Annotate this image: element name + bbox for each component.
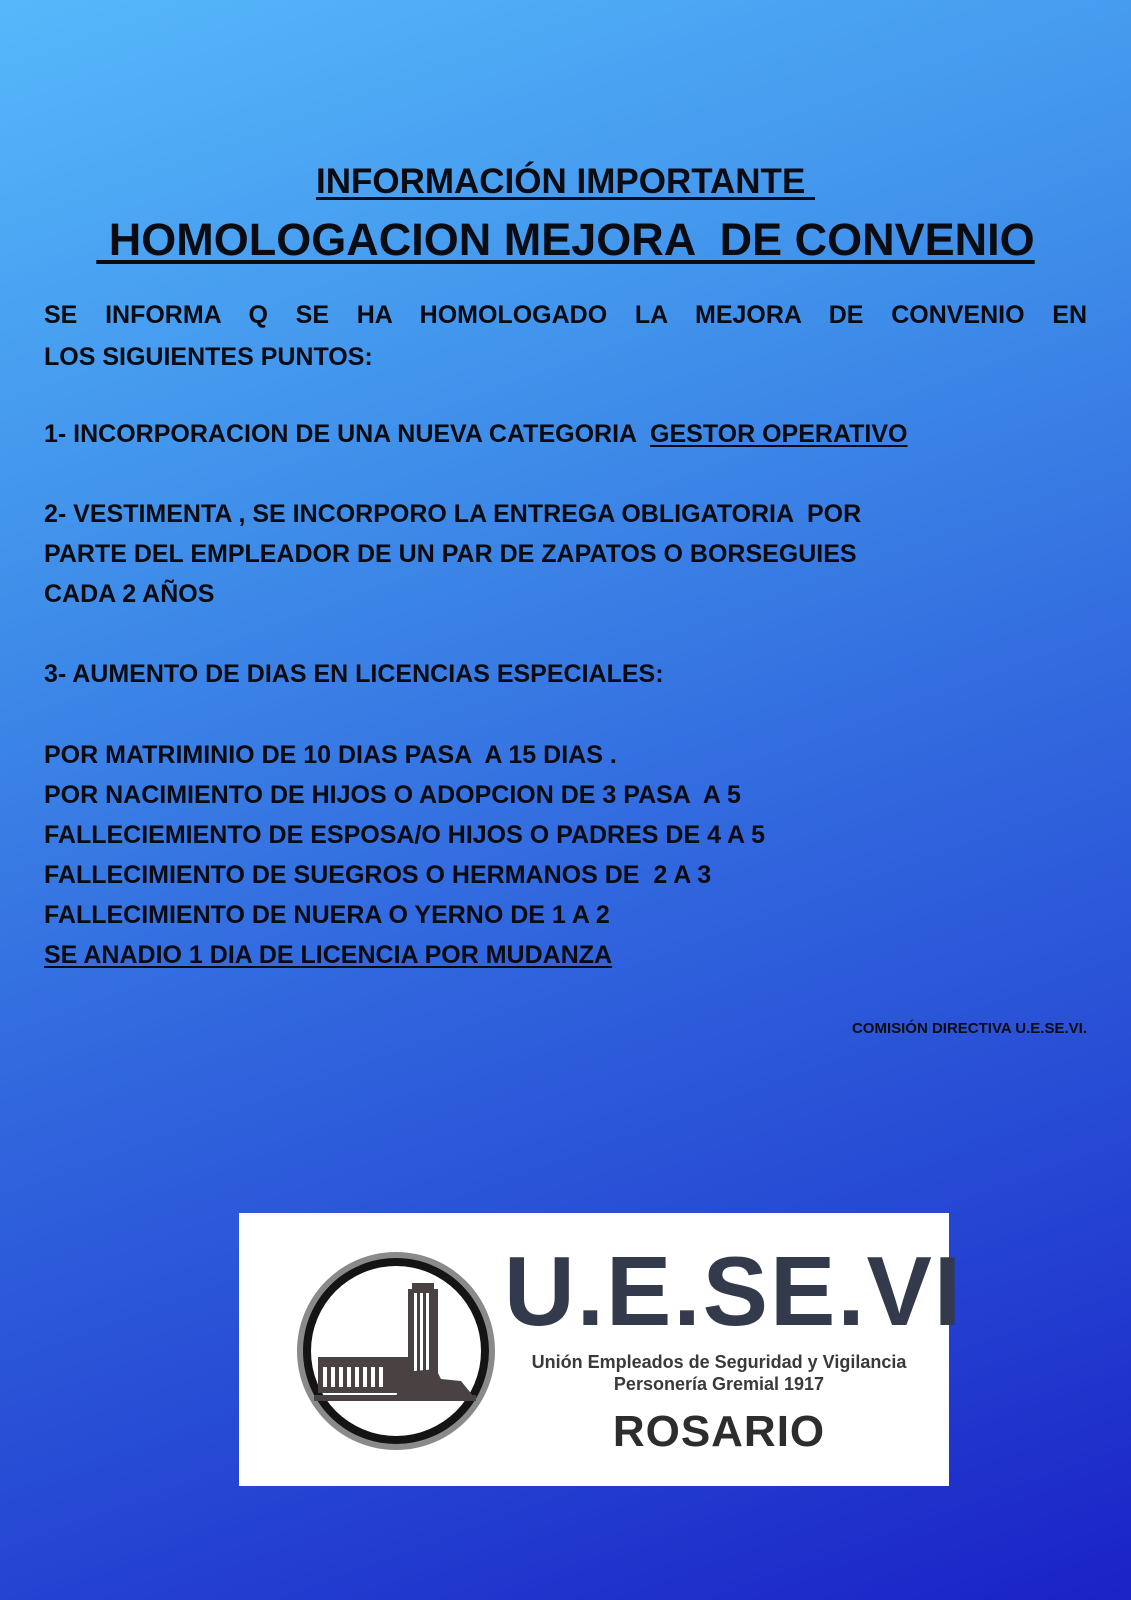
intro-line-1: SE INFORMA Q SE HA HOMOLOGADO LA MEJORA DE CONVENIO EN: [44, 301, 1087, 329]
notice-title: INFORMACIÓN IMPORTANTE: [315, 162, 816, 201]
notice-subtitle: HOMOLOGACION MEJORA DE CONVENIO: [96, 214, 1035, 265]
license-item: FALLECIMIENTO DE SUEGROS O HERMANOS DE 2 A 3: [44, 861, 712, 889]
point-1-text: 1- INCORPORACION DE UNA NUEVA CATEGORIA: [44, 420, 651, 448]
point-3-heading: 3- AUMENTO DE DIAS EN LICENCIAS ESPECIALES:: [44, 660, 664, 688]
signature: COMISIÓN DIRECTIVA U.E.SE.VI.: [851, 1020, 1087, 1037]
point-2-line-3: CADA 2 AÑOS: [44, 580, 215, 608]
logo-full-name: Unión Empleados de Seguridad y Vigilancia: [531, 1352, 907, 1372]
license-item: POR MATRIMINIO DE 10 DIAS PASA A 15 DIAS .: [44, 741, 617, 769]
license-item: POR NACIMIENTO DE HIJOS O ADOPCION DE 3 PASA A 5: [44, 781, 741, 809]
license-item: FALLECIMIENTO DE NUERA O YERNO DE 1 A 2: [44, 901, 610, 929]
logo-city: ROSARIO: [612, 1407, 826, 1456]
union-logo: [239, 1213, 964, 1486]
license-item: FALLECIEMIENTO DE ESPOSA/O HIJOS O PADRES DE 4 A 5: [44, 821, 765, 849]
intro-line-2: LOS SIGUIENTES PUNTOS:: [44, 343, 373, 371]
point-2-line-1: 2- VESTIMENTA , SE INCORPORO LA ENTREGA OBLIGATORIA POR: [44, 500, 862, 528]
point-1-highlight: GESTOR OPERATIVO: [650, 420, 908, 448]
point-2-line-2: PARTE DEL EMPLEADOR DE UN PAR DE ZAPATOS O BORSEGUIES: [44, 540, 857, 568]
monument-emblem-icon: [296, 1251, 496, 1451]
point-1: [44, 419, 908, 449]
logo-acronym: U.E.SE.VI: [504, 1236, 964, 1346]
logo-registration: Personería Gremial 1917: [613, 1374, 825, 1394]
license-extra: SE ANADIO 1 DIA DE LICENCIA POR MUDANZA: [44, 941, 613, 969]
